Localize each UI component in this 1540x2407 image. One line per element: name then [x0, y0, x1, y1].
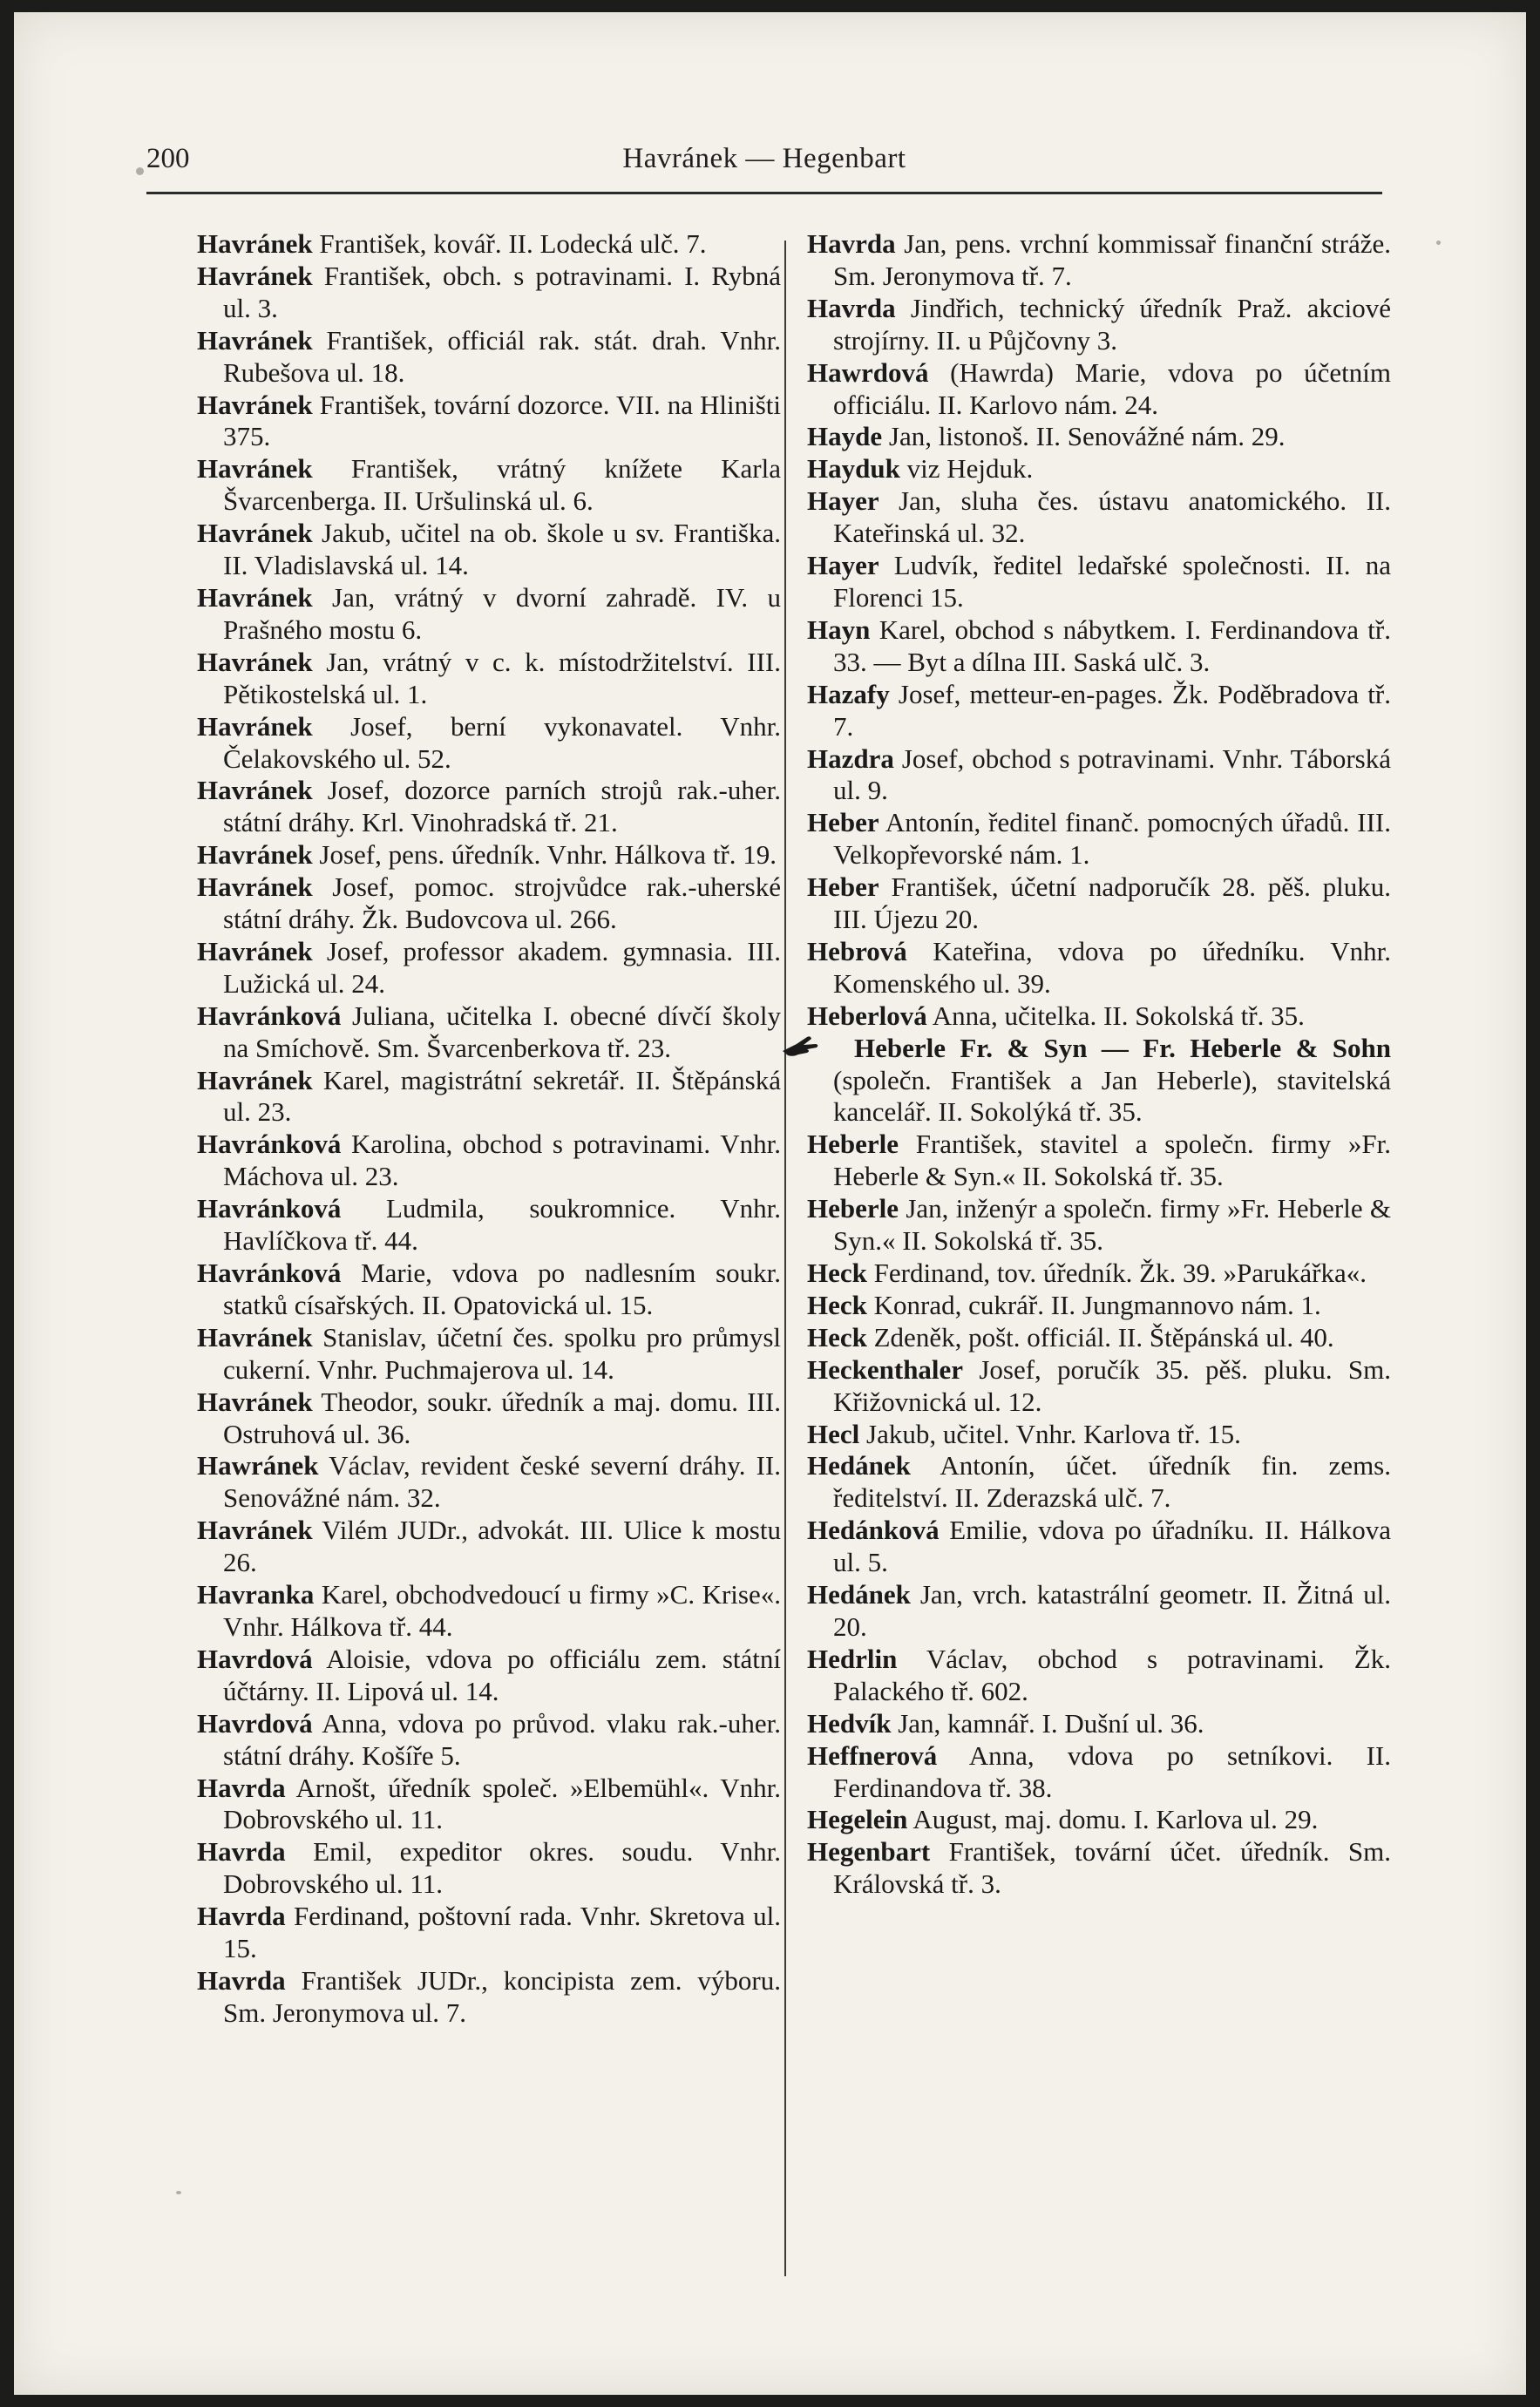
entry-surname: Havránek: [197, 1064, 313, 1095]
entry-details: Marie, vdova po nadlesním soukr. statků císařských. II. Opatovická ul. 15.: [223, 1258, 781, 1320]
right-column: [807, 228, 1391, 1901]
entry-surname: Havránek: [197, 581, 313, 613]
entry-details: Karolina, obchod s potravinami. Vnhr. Máchova ul. 23.: [223, 1129, 782, 1192]
entry-surname: Hayn: [807, 614, 871, 645]
entry-details: František, tovární účet. úředník. Sm. Královská tř. 3.: [833, 1836, 1391, 1900]
entry-surname: Hazdra: [807, 742, 894, 774]
entry-surname: Havrdová: [197, 1707, 313, 1739]
entry-details: František, officiál rak. stát. drah. Vnhr. Rubešova ul. 18.: [223, 324, 781, 388]
entry-surname: Havránek: [197, 1386, 313, 1417]
entry-surname: Havránková: [197, 1000, 342, 1031]
directory-entry: [197, 1515, 781, 1579]
entry-surname: Hedánek: [807, 1579, 911, 1610]
entry-surname: Havrda: [197, 1964, 286, 1996]
entry-surname: Havránek: [197, 324, 313, 356]
directory-entry: [807, 485, 1391, 550]
directory-entry: [197, 518, 781, 582]
entry-details: Zdeněk, pošt. officiál. II. Štěpánská ul. 40.: [873, 1321, 1334, 1353]
entry-surname: Heck: [807, 1258, 867, 1288]
entry-surname: Havránek: [197, 710, 313, 742]
directory-entry: [197, 839, 781, 871]
entry-surname: Heber: [807, 807, 879, 838]
directory-entry: [197, 1193, 781, 1258]
entry-surname: Havranka: [197, 1579, 315, 1610]
print-speck: [176, 2191, 181, 2194]
entry-surname: Heckenthaler: [807, 1353, 964, 1385]
entry-details: Anna, učitelka. II. Sokolská tř. 35.: [932, 1000, 1305, 1031]
entry-surname: Havránek: [197, 775, 313, 806]
directory-entry: [197, 775, 781, 839]
entry-surname: Havránek: [197, 1321, 313, 1353]
entry-details: Stanislav, účetní čes. spolku pro průmysl cukerní. Vnhr. Puchmajerova ul. 14.: [223, 1321, 781, 1385]
directory-entry: [807, 357, 1391, 422]
entry-details: Josef, metteur-en-pages. Žk. Poděbradova tř. 7.: [833, 678, 1391, 742]
directory-entry: [197, 1644, 781, 1708]
entry-details: Josef, poručík 35. pěš. pluku. Sm. Křižovnická ul. 12.: [833, 1353, 1391, 1417]
entry-details: Ludmila, soukromnice. Vnhr. Havlíčkova tř. 44.: [223, 1193, 781, 1257]
directory-page: [14, 12, 1526, 2395]
directory-entry: [807, 1450, 1391, 1515]
header-rule: [146, 192, 1382, 194]
directory-entry: [807, 1644, 1391, 1708]
directory-entry: [197, 325, 781, 390]
page-header: [146, 143, 1382, 190]
directory-entry: [197, 1579, 781, 1644]
directory-entry: [197, 1065, 781, 1129]
entry-surname: Hayduk: [807, 453, 900, 485]
entry-details: Josef, dozorce parních strojů rak.-uher. státní dráhy. Krl. Vinohradská tř. 21.: [223, 775, 781, 838]
entry-surname: Hedánek: [807, 1450, 911, 1481]
entry-details: František, tovární dozorce. VII. na Hliništi 375.: [223, 389, 781, 452]
entry-surname: Havrda: [807, 228, 896, 259]
directory-entry: [197, 582, 781, 647]
left-column: [197, 228, 781, 2030]
entry-details: František, stavitel a společn. firmy »Fr. Heberle & Syn.« II. Sokolská tř. 35.: [833, 1129, 1392, 1192]
entry-details: Josef, obchod s potravinami. Vnhr. Táborská ul. 9.: [833, 742, 1391, 806]
directory-entry: [197, 1129, 781, 1193]
directory-entry: [197, 1836, 781, 1901]
entry-details: Konrad, cukrář. II. Jungmannovo nám. 1.: [873, 1289, 1321, 1320]
entry-details: Jan, listonoš. II. Senovážné nám. 29.: [888, 421, 1286, 452]
entry-surname: Havrda: [197, 1836, 286, 1868]
entry-surname: Havránková: [197, 1129, 342, 1160]
directory-entry: [197, 453, 781, 518]
entry-details: viz Hejduk.: [906, 453, 1034, 485]
entry-surname: Hegenbart: [807, 1836, 931, 1868]
entry-surname: Hayer: [807, 485, 879, 517]
directory-entry: [807, 679, 1391, 743]
directory-entry: [807, 421, 1391, 453]
entry-surname: Heck: [807, 1321, 867, 1353]
entry-surname: Hawránek: [197, 1450, 319, 1481]
directory-entry: [197, 1901, 781, 1965]
entry-surname: Hayde: [807, 421, 883, 452]
entry-details: Ludvík, ředitel ledařské společnosti. II. na Florenci 15.: [833, 550, 1391, 613]
directory-entry: [807, 1804, 1391, 1836]
entry-details: Anna, vdova po setníkovi. II. Ferdinandova tř. 38.: [833, 1739, 1391, 1803]
directory-entry: [197, 228, 781, 261]
entry-surname: Heberle: [807, 1193, 899, 1224]
entry-details: Vilém JUDr., advokát. III. Ulice k mostu 26.: [223, 1515, 781, 1578]
entry-surname: Heberle: [807, 1129, 899, 1160]
entry-surname: Havránek: [197, 453, 313, 485]
entry-details: Juliana, učitelka I. obecné dívčí školy na Smíchově. Sm. Švarcenberkova tř. 23.: [223, 1000, 782, 1063]
entry-details: Anna, vdova po průvod. vlaku rak.-uher. státní dráhy. Košíře 5.: [223, 1707, 781, 1771]
entry-details: Jan, sluha čes. ústavu anatomického. II. Kateřinská ul. 32.: [833, 485, 1392, 549]
entry-details: Ferdinand, poštovní rada. Vnhr. Skretova ul. 15.: [223, 1901, 782, 1964]
entry-surname: Havránek: [197, 260, 313, 291]
entry-details: (Hawrda) Marie, vdova po účetním officiálu. II. Karlovo nám. 24.: [833, 356, 1391, 420]
entry-surname: Heberle Fr. & Syn — Fr. Heberle & Sohn: [854, 1032, 1391, 1063]
entry-details: Josef, pens. úředník. Vnhr. Hálkova tř. 19.: [319, 839, 777, 871]
directory-entry: [807, 228, 1391, 293]
entry-surname: Havránek: [197, 228, 313, 259]
entry-details: Emilie, vdova po úřadníku. II. Hálkova ul. 5.: [833, 1515, 1391, 1578]
entry-details: Václav, obchod s potravinami. Žk. Palackého tř. 602.: [833, 1643, 1391, 1706]
entry-surname: Havrdová: [197, 1643, 313, 1674]
entry-surname: Havránek: [197, 518, 313, 549]
entry-surname: Hedrlin: [807, 1643, 898, 1674]
directory-entry: [807, 1354, 1391, 1419]
entry-details: Jan, vrátný v dvorní zahradě. IV. u Prašného mostu 6.: [223, 581, 782, 645]
entry-surname: Havrda: [197, 1901, 286, 1932]
entry-details: Antonín, ředitel finanč. pomocných úřadů. III. Velkopřevorské nám. 1.: [833, 807, 1391, 871]
directory-entry: [807, 1129, 1391, 1193]
entry-details: Arnošt, úředník společ. »Elbemühl«. Vnhr. Dobrovského ul. 11.: [223, 1772, 781, 1835]
entry-surname: Havránek: [197, 871, 313, 903]
directory-entry: [807, 1290, 1391, 1322]
directory-entry: [807, 453, 1391, 485]
directory-entry: [807, 807, 1391, 871]
column-divider: [784, 241, 786, 2276]
entry-details: Josef, pomoc. strojvůdce rak.-uherské státní dráhy. Žk. Budovcova ul. 266.: [223, 871, 782, 935]
entry-surname: Heffnerová: [807, 1739, 938, 1771]
directory-entry: [807, 1836, 1391, 1901]
entry-details: Jan, kamnář. I. Dušní ul. 36.: [898, 1707, 1204, 1739]
entry-details: František, vrátný knížete Karla Švarcenberga. II. Uršulinská ul. 6.: [223, 453, 782, 517]
entry-surname: Hegelein: [807, 1804, 908, 1835]
directory-entry: [807, 1033, 1391, 1129]
pointing-hand-icon: [807, 1034, 849, 1060]
entry-details: Karel, obchod s nábytkem. I. Ferdinandova tř. 33. — Byt a dílna III. Saská ulč. 3.: [833, 614, 1391, 677]
entry-details: Theodor, soukr. úředník a maj. domu. III. Ostruhová ul. 36.: [223, 1386, 781, 1449]
entry-details: František, účetní nadporučík 28. pěš. pluku. III. Újezu 20.: [833, 871, 1391, 935]
directory-entry: [807, 1708, 1391, 1740]
directory-entry: [197, 1387, 781, 1451]
directory-entry: [807, 1193, 1391, 1258]
entry-surname: Havránek: [197, 1515, 313, 1546]
directory-entry: [807, 1515, 1391, 1579]
entry-surname: Havránková: [197, 1193, 342, 1224]
entry-details: Václav, revident české severní dráhy. II. Senovážné nám. 32.: [223, 1450, 781, 1514]
directory-entry: [807, 1419, 1391, 1451]
directory-entry: [197, 647, 781, 711]
entry-details: Jan, inženýr a společn. firmy »Fr. Heberle & Syn.« II. Sokolská tř. 35.: [833, 1193, 1392, 1257]
directory-entry: [197, 1450, 781, 1515]
entry-details: (společn. František a Jan Heberle), stavitelská kancelář. II. Sokolýká tř. 35.: [833, 1064, 1391, 1128]
directory-entry: [807, 1579, 1391, 1644]
entry-surname: Havrda: [197, 1772, 286, 1803]
directory-entry: [197, 1965, 781, 2030]
directory-entry: [807, 614, 1391, 679]
entry-surname: Havránek: [197, 646, 313, 677]
entry-surname: Havránková: [197, 1258, 342, 1288]
entry-details: Jakub, učitel na ob. škole u sv. Františka. II. Vladislavská ul. 14.: [223, 518, 781, 581]
entry-details: Josef, professor akadem. gymnasia. III. Lužická ul. 24.: [223, 935, 781, 999]
entry-surname: Hawrdová: [807, 356, 929, 388]
entry-surname: Hedvík: [807, 1707, 892, 1739]
entry-details: Ferdinand, tov. úředník. Žk. 39. »Parukářka«.: [873, 1258, 1367, 1288]
entry-surname: Havránek: [197, 839, 313, 871]
directory-entry: [197, 1322, 781, 1387]
entry-surname: Heberlová: [807, 1000, 927, 1031]
entry-surname: Hecl: [807, 1418, 860, 1449]
entry-details: Aloisie, vdova po officiálu zem. státní účtárny. II. Lipová ul. 14.: [223, 1643, 782, 1706]
directory-entry: [197, 871, 781, 936]
entry-details: Kateřina, vdova po úředníku. Vnhr. Komenského ul. 39.: [833, 935, 1392, 999]
print-speck: [1436, 241, 1441, 245]
directory-entry: [197, 711, 781, 776]
entry-surname: Havránek: [197, 389, 313, 420]
entry-details: František, obch. s potravinami. I. Rybná ul. 3.: [223, 260, 782, 323]
entry-surname: Havránek: [197, 935, 313, 966]
directory-entry: [807, 293, 1391, 357]
print-speck: [136, 167, 144, 175]
directory-entry: [807, 1740, 1391, 1805]
entry-details: August, maj. domu. I. Karlova ul. 29.: [912, 1804, 1319, 1835]
directory-entry: [807, 871, 1391, 936]
page-number: 200: [146, 143, 190, 174]
entry-surname: Hebrová: [807, 935, 907, 966]
directory-entry: [807, 1258, 1391, 1290]
entry-details: Josef, berní vykonavatel. Vnhr. Čelakovského ul. 52.: [223, 710, 782, 774]
directory-entry: [197, 936, 781, 1000]
entry-details: Jan, vrátný v c. k. místodržitelství. III. Pětikostelská ul. 1.: [223, 646, 782, 709]
directory-entry: [807, 743, 1391, 808]
directory-entry: [197, 1258, 781, 1322]
entry-surname: Heber: [807, 871, 879, 903]
directory-entry: [197, 390, 781, 454]
entry-details: Jindřich, technický úředník Praž. akciové strojírny. II. u Půjčovny 3.: [833, 292, 1391, 356]
running-head: Havránek — Hegenbart: [622, 143, 906, 174]
entry-details: Jan, pens. vrchní kommissař finanční stráže. Sm. Jeronymova tř. 7.: [833, 228, 1391, 291]
entry-details: František JUDr., koncipista zem. výboru. Sm. Jeronymova ul. 7.: [223, 1964, 781, 2028]
entry-surname: Havrda: [807, 292, 896, 323]
directory-entry: [197, 261, 781, 325]
entry-details: Karel, obchodvedoucí u firmy »C. Krise«. Vnhr. Hálkova tř. 44.: [223, 1579, 781, 1642]
directory-entry: [197, 1773, 781, 1837]
entry-details: Jakub, učitel. Vnhr. Karlova tř. 15.: [866, 1418, 1241, 1449]
entry-details: Emil, expeditor okres. soudu. Vnhr. Dobrovského ul. 11.: [223, 1836, 782, 1900]
directory-entry: [197, 1000, 781, 1065]
directory-entry: [807, 1000, 1391, 1033]
entry-details: Karel, magistrátní sekretář. II. Štěpánská ul. 23.: [223, 1064, 781, 1128]
entry-surname: Hayer: [807, 550, 879, 581]
entry-surname: Heck: [807, 1289, 867, 1320]
directory-entry: [807, 1322, 1391, 1354]
directory-entry: [807, 936, 1391, 1000]
directory-entry: [197, 1708, 781, 1773]
entry-details: František, kovář. II. Lodecká ulč. 7.: [319, 228, 707, 259]
entry-details: Jan, vrch. katastrální geometr. II. Žitná ul. 20.: [833, 1579, 1392, 1642]
entry-details: Antonín, účet. úředník fin. zems. ředitelství. II. Zderazská ulč. 7.: [833, 1450, 1391, 1514]
entry-surname: Hazafy: [807, 678, 890, 709]
directory-entry: [807, 550, 1391, 614]
entry-surname: Hedánková: [807, 1515, 940, 1546]
